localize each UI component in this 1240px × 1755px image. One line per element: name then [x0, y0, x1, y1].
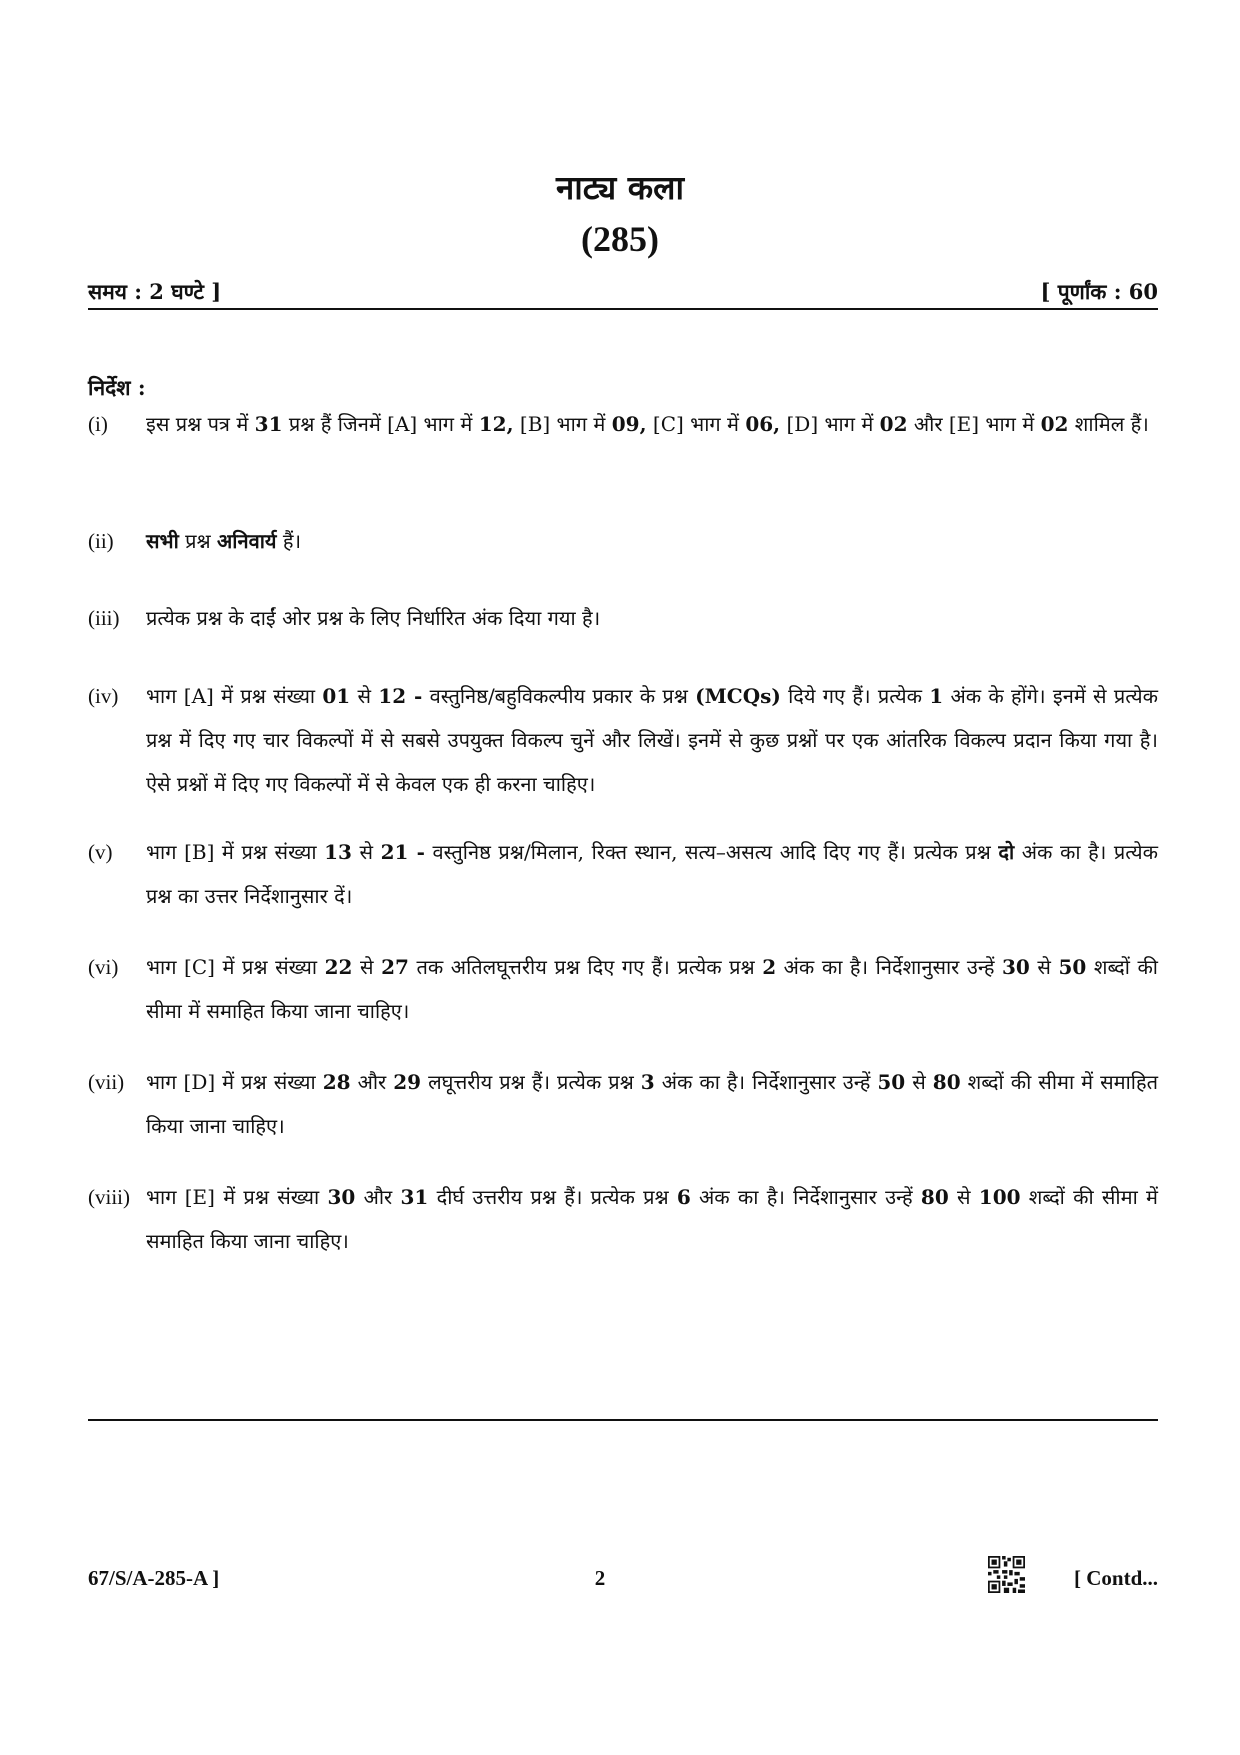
instruction-text — [146, 1060, 1158, 1148]
text-run: भाग [C] में प्रश्न संख्या — [146, 955, 325, 979]
bold-text-run: 21 - — [380, 840, 425, 864]
text-run: [C] भाग में — [646, 412, 746, 436]
instruction-number: (vi) — [88, 955, 119, 979]
bold-text-run: 22 — [324, 955, 353, 979]
bold-text-run: 29 — [393, 1070, 422, 1094]
instruction-number: (ii) — [88, 529, 114, 553]
text-run: वस्तुनिष्ठ प्रश्न/मिलान, रिक्त स्थान, सत्य–असत्य आदि दिए गए हैं। प्रत्येक प्रश्न — [424, 840, 999, 864]
time-allowed: समय : 2 घण्टे ] — [88, 279, 222, 304]
footer-rule — [88, 1419, 1158, 1421]
text-run: तक अतिलघूत्तरीय प्रश्न दिए गए हैं। प्रत्येक प्रश्न — [408, 955, 763, 979]
paper-code: 67/S/A-285-A ] — [88, 1566, 220, 1590]
text-run: से — [948, 1185, 979, 1209]
bold-text-run: 02 — [1040, 412, 1069, 436]
bold-text-run: 12 - — [378, 684, 423, 708]
text-run: अंक का है। निर्देशानुसार उन्हें — [654, 1070, 878, 1094]
text-run: शब्दों की सीमा में समाहित किया जाना चाहिए। — [146, 955, 1158, 1023]
bold-text-run: 01 — [322, 684, 351, 708]
text-run: भाग [B] में प्रश्न संख्या — [146, 840, 325, 864]
bold-text-run: 6 — [676, 1185, 691, 1209]
text-run: शब्दों की सीमा में समाहित किया जाना चाहिए। — [146, 1070, 1158, 1138]
instruction-number: (iv) — [88, 684, 119, 708]
bold-text-run: 50 — [877, 1070, 906, 1094]
bold-text-run: अनिवार्य — [217, 529, 277, 553]
text-run: भाग [E] में प्रश्न संख्या — [146, 1185, 328, 1209]
instruction-number: (i) — [88, 412, 108, 436]
text-run: [B] भाग में — [513, 412, 612, 436]
qr-code-icon — [988, 1556, 1025, 1593]
instruction-item — [88, 402, 1158, 446]
bold-text-run: 06, — [745, 412, 781, 436]
instruction-number: (v) — [88, 840, 113, 864]
instruction-item — [88, 519, 1158, 563]
text-run: दिये गए हैं। प्रत्येक — [780, 684, 930, 708]
instruction-item — [88, 1060, 1158, 1148]
text-run: इस प्रश्न पत्र में — [146, 412, 255, 436]
bold-text-run: 09, — [611, 412, 647, 436]
text-run: [D] भाग में — [780, 412, 880, 436]
bold-text-run: 30 — [1001, 955, 1030, 979]
text-run: प्रश्न हैं जिनमें [A] भाग में — [282, 412, 479, 436]
instruction-text — [146, 402, 1158, 446]
text-run: भाग [A] में प्रश्न संख्या — [146, 684, 323, 708]
bold-text-run: 12, — [478, 412, 514, 436]
bold-text-run: 28 — [322, 1070, 351, 1094]
text-run: से — [1029, 955, 1059, 979]
bold-text-run: 31 — [254, 412, 283, 436]
instruction-item — [88, 1175, 1158, 1263]
text-run: से — [352, 955, 382, 979]
bold-text-run: 2 — [762, 955, 777, 979]
bold-text-run: 27 — [381, 955, 409, 979]
continued-label: [ Contd... — [1073, 1566, 1158, 1590]
text-run: प्रत्येक प्रश्न के दाईं ओर प्रश्न के लिए निर्धारित अंक दिया गया है। — [146, 606, 601, 630]
bold-text-run: 50 — [1058, 955, 1087, 979]
instruction-item — [88, 674, 1158, 806]
bold-text-run: (MCQs) — [695, 684, 781, 708]
text-run: और — [355, 1185, 401, 1209]
text-run: अंक का है। प्रत्येक प्रश्न का उत्तर निर्देशानुसार दें। — [146, 840, 1158, 908]
bold-text-run: 13 — [324, 840, 352, 864]
text-run: अंक का है। निर्देशानुसार उन्हें — [690, 1185, 921, 1209]
instruction-text — [146, 519, 1158, 563]
instruction-item — [88, 945, 1158, 1033]
text-run: दीर्घ उत्तरीय प्रश्न हैं। प्रत्येक प्रश्न — [428, 1185, 677, 1209]
instruction-text — [146, 674, 1158, 806]
instruction-number: (iii) — [88, 606, 120, 630]
bold-text-run: 3 — [640, 1070, 655, 1094]
bold-text-run: 02 — [879, 412, 908, 436]
header-rule — [88, 308, 1158, 310]
instructions-heading: निर्देश : — [88, 375, 146, 400]
instruction-text — [146, 1175, 1158, 1263]
text-run: से — [350, 684, 379, 708]
page-number: 2 — [594, 1566, 606, 1590]
instruction-item — [88, 596, 1158, 640]
text-run: अंक के होंगे। इनमें से प्रत्येक प्रश्न में दिए गए चार विकल्पों में से सबसे उपयुक्त विकल्प चुनें और लिखें। इनमें से कुछ प्रश्नों पर एक आंतरिक विकल्प प्रदान किया गया है। ऐसे प्रश्नों में दिए गए विकल्पों में से केवल एक ही करना चाहिए। — [146, 684, 1158, 796]
text-run: वस्तुनिष्ठ/बहुविकल्पीय प्रकार के प्रश्न — [422, 684, 696, 708]
max-marks: [ पूर्णांक : 60 — [1040, 279, 1158, 304]
text-run: और [E] भाग में — [907, 412, 1041, 436]
text-run: अंक का है। निर्देशानुसार उन्हें — [776, 955, 1002, 979]
text-run: से — [905, 1070, 933, 1094]
text-run: और — [350, 1070, 394, 1094]
bold-text-run: 30 — [327, 1185, 356, 1209]
instruction-text — [146, 830, 1158, 918]
subject-code: (285) — [581, 219, 659, 259]
bold-text-run: 80 — [932, 1070, 961, 1094]
instruction-number: (vii) — [88, 1070, 125, 1094]
bold-text-run: सभी — [146, 529, 179, 553]
bold-text-run: 80 — [920, 1185, 949, 1209]
bold-text-run: 1 — [929, 684, 944, 708]
text-run: से — [351, 840, 381, 864]
text-run: प्रश्न — [178, 529, 218, 553]
instruction-number: (viii) — [88, 1185, 130, 1209]
text-run: शब्दों की सीमा में समाहित किया जाना चाहिए। — [146, 1185, 1158, 1253]
instruction-text — [146, 596, 1158, 640]
text-run: हैं। — [276, 529, 302, 553]
bold-text-run: 31 — [400, 1185, 429, 1209]
text-run: लघूत्तरीय प्रश्न हैं। प्रत्येक प्रश्न — [421, 1070, 641, 1094]
page-title: नाट्य कला — [555, 168, 685, 207]
bold-text-run: दो — [998, 840, 1015, 864]
text-run: शामिल हैं। — [1068, 412, 1149, 436]
text-run: भाग [D] में प्रश्न संख्या — [146, 1070, 323, 1094]
bold-text-run: 100 — [978, 1185, 1021, 1209]
instruction-text — [146, 945, 1158, 1033]
instruction-item — [88, 830, 1158, 918]
